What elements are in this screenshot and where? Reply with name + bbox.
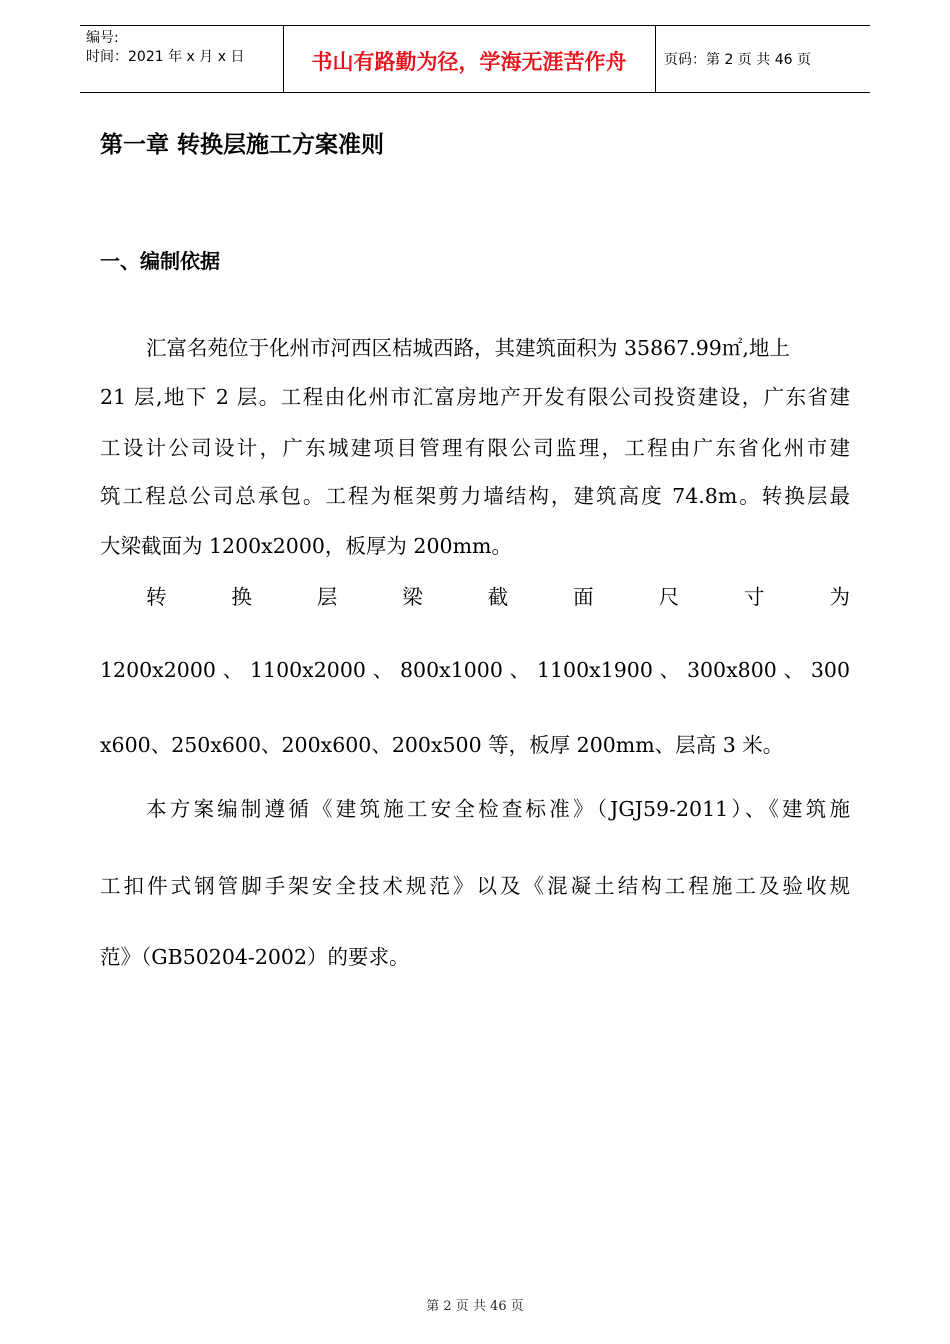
- paragraph2-line: 转 换 层 梁 截 面 尺 寸 为: [146, 585, 850, 609]
- header-time-label: 时间：2021 年 x 月 x 日: [86, 49, 245, 65]
- header-bottom-rule: [80, 92, 870, 93]
- chapter-title: 第一章 转换层施工方案准则: [100, 132, 385, 158]
- paragraph2-line: x600、250x600、200x600、200x500 等，板厚 200mm、层高 3 米。: [100, 733, 784, 757]
- paragraph1-line: 筑工程总公司总承包。工程为框架剪力墙结构，建筑高度 74.8m。转换层最: [100, 484, 850, 508]
- paragraph1-line: 21 层,地下 2 层。工程由化州市汇富房地产开发有限公司投资建设，广东省建: [100, 385, 850, 409]
- paragraph1-line: 工设计公司设计，广东城建项目管理有限公司监理，工程由广东省化州市建: [100, 436, 850, 460]
- paragraph2-line: 1200x2000、1100x2000、800x1000、1100x1900、300x800、300: [100, 658, 850, 682]
- header-page-info: 页码：第 2 页 共 46 页: [664, 52, 811, 68]
- section-title: 一、编制依据: [100, 249, 220, 273]
- header-number-label: 编号:: [86, 30, 119, 46]
- paragraph3-line: 本方案编制遵循《建筑施工安全检查标准》（JGJ59-2011）、《建筑施: [146, 797, 850, 821]
- paragraph3-line: 范》（GB50204-2002）的要求。: [100, 945, 410, 969]
- header-divider-right: [655, 25, 656, 92]
- header-motto: 书山有路勤为径，学海无涯苦作舟: [311, 50, 627, 74]
- header-top-rule: [80, 25, 870, 26]
- paragraph1-line: 汇富名苑位于化州市河西区桔城西路，其建筑面积为 35867.99㎡,地上: [146, 336, 790, 360]
- paragraph3-line: 工扣件式钢管脚手架安全技术规范》以及《混凝土结构工程施工及验收规: [100, 874, 850, 898]
- page-footer: 第 2 页 共 46 页: [426, 1299, 524, 1314]
- paragraph1-line: 大梁截面为 1200x2000，板厚为 200mm。: [100, 534, 512, 558]
